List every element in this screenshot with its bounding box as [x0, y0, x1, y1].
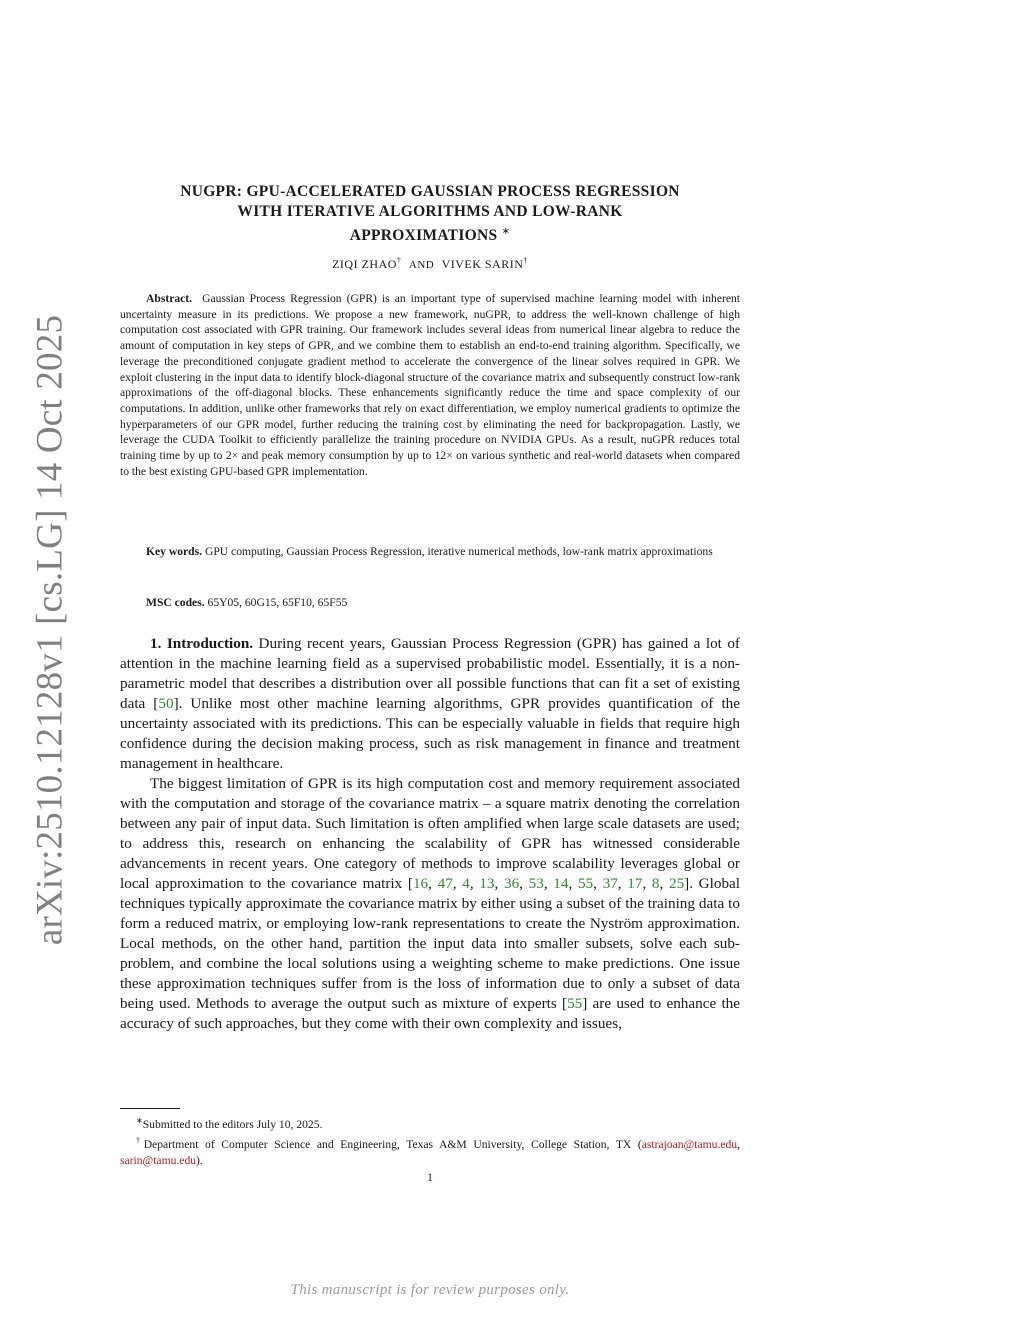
footnote-1	[120, 1113, 740, 1133]
keywords-text: GPU computing, Gaussian Process Regression, iterative numerical methods, low-rank matrix approximations	[204, 545, 713, 558]
abstract-text: Gaussian Process Regression (GPR) is an important type of supervised machine learning model with inherent uncertainty measure in its predictions. We propose a new framework, nuGPR, to address the well-known challenge of high computation cost associated with GPR training. Our framework includes several ideas from numerical linear algebra to reduce the amount of computation in key steps of GPR, and we combine them to establish an end-to-end training algorithm. Specifically, we leverage the preconditioned conjugate gradient method to accelerate the convergence of the linear solves required in GPR. We exploit clustering in the input data to identify block-diagonal structure of the covariance matrix and subsequently construct low-rank approximations of the off-diagonal blocks. These enhancements significantly reduce the time and space complexity of our computations. In addition, unlike other frameworks that rely on exact differentiation, we employ numerical gradients to optimize the hyperparameters of our GPR model, further reducing the training cost by eliminating the need for backpropagation. Lastly, we leverage the CUDA Toolkit to efficiently parallelize the training procedure on NVIDIA GPUs. As a result, nuGPR reduces total training time by up to 2× and peak memory consumption by up to 12× on various synthetic and real-world datasets when compared to the best existing GPU-based GPR implementation.	[120, 292, 741, 478]
citation-separator: ,	[593, 875, 603, 892]
title-footnote-mark: ∗	[501, 226, 511, 237]
citation-link[interactable]: 55	[567, 995, 583, 1012]
footnote-rule	[120, 1108, 180, 1109]
citation-link[interactable]: 16	[412, 875, 429, 892]
footnote-2-mark: †	[136, 1135, 144, 1145]
citation-link[interactable]: 36	[503, 875, 520, 892]
paper-title	[120, 182, 740, 246]
title-line-3-text: APPROXIMATIONS	[349, 227, 498, 245]
abstract-label: Abstract.	[146, 292, 193, 305]
citation-link[interactable]: 47	[437, 875, 453, 892]
citation-separator: ,	[659, 875, 669, 892]
keywords-label: Key words.	[146, 545, 203, 558]
citation-link[interactable]: 50	[158, 695, 174, 712]
footnote-2	[120, 1133, 740, 1169]
citation-separator: ,	[642, 875, 652, 892]
email-link-1[interactable]: astrajoan@tamu.edu	[641, 1137, 738, 1151]
citation-separator: ,	[519, 875, 529, 892]
author-2-affiliation-mark: †	[523, 256, 528, 265]
review-watermark-note: This manuscript is for review purposes only.	[290, 1282, 570, 1298]
citation-separator: ,	[452, 875, 463, 892]
footnotes	[120, 1113, 740, 1169]
footnote-1-text: Submitted to the editors July 10, 2025.	[142, 1117, 323, 1131]
citation-link[interactable]: 8	[651, 875, 660, 892]
citation-list	[413, 875, 684, 892]
keywords-section	[120, 544, 740, 560]
citation-separator: ,	[494, 875, 504, 892]
footnote-2-text: Department of Computer Science and Engineering, Texas A&M University, College Station, TX (	[143, 1137, 642, 1151]
citation-link[interactable]: 4	[462, 875, 470, 892]
abstract-section	[120, 291, 740, 479]
section-heading: 1. Introduction.	[150, 635, 254, 652]
title-line-3	[120, 222, 740, 246]
intro-p1-text-b: ]. Unlike most other machine learning algorithms, GPR provides quantification of the uncertainty associated with its predictions. This can be especially valuable in fields that require high confidence during the decision making process, such as risk management in finance and treatment management in healthcare.	[120, 695, 741, 772]
page-number: 1	[427, 1170, 433, 1184]
title-line-2: WITH ITERATIVE ALGORITHMS AND LOW-RANK	[237, 203, 623, 220]
citation-link[interactable]: 17	[627, 875, 643, 892]
intro-paragraph-1	[120, 634, 740, 774]
citation-separator: ,	[617, 875, 628, 892]
intro-p2-text-c: ] are used to enhance the accuracy of such approaches, but they come with their own complexity and issues,	[120, 995, 740, 1032]
email-link-2[interactable]: sarin@tamu.edu	[120, 1153, 197, 1167]
title-line-1: NUGPR: GPU-ACCELERATED GAUSSIAN PROCESS REGRESSION	[180, 183, 680, 200]
intro-paragraph-2	[120, 774, 740, 1034]
intro-p1-text-a: During recent years, Gaussian Process Regression (GPR) has gained a lot of attention in the machine learning field as a supervised probabilistic model. Essentially, it is a non-parametric model that describes a distribution over all possible functions that can fit a set of existing data [	[120, 635, 740, 712]
introduction-section	[120, 634, 740, 1034]
citation-link[interactable]: 53	[528, 875, 544, 892]
footnote-1-mark: ∗	[136, 1116, 143, 1125]
author-1-affiliation-mark: †	[396, 256, 402, 265]
intro-p2-text-b: ]. Global techniques typically approximate the covariance matrix by either using a subset of the training data to form a reduced matrix, or employing low-rank representations to create the Nyström approximation. Local methods, on the other hand, partition the input data into smaller subsets, solve each sub-problem, and combine the local solutions using a weighting scheme to make predictions. One issue these approximation techniques suffer from is the loss of information due to only a subset of data being used. Methods to average the output such as mixture of experts [	[120, 875, 741, 1012]
intro-p2-text-a: The biggest limitation of GPR is its high computation cost and memory requirement associated with the computation and storage of the covariance matrix – a square matrix denoting the correlation between any pair of input data. Such limitation is often amplified when large scale datasets are used; to address this, research on enhancing the scalability of GPR has witnessed considerable advancements in recent years. One category of methods to improve scalability leverages global or local approximation to the covariance matrix [	[120, 775, 740, 892]
citation-link[interactable]: 55	[577, 875, 594, 892]
citation-link[interactable]: 25	[668, 875, 685, 892]
citation-separator: ,	[568, 875, 578, 892]
footnote-2-close: ).	[196, 1153, 203, 1167]
author-conjunction: AND	[408, 259, 435, 271]
citation-link[interactable]: 37	[602, 875, 618, 892]
citation-separator: ,	[428, 875, 438, 892]
email-separator: ,	[737, 1137, 740, 1151]
msc-label: MSC codes.	[146, 596, 205, 609]
msc-text: 65Y05, 60G15, 65F10, 65F55	[207, 596, 348, 609]
citation-link[interactable]: 13	[479, 875, 495, 892]
citation-separator: ,	[469, 875, 480, 892]
citation-link[interactable]: 14	[553, 875, 569, 892]
author-1: ZIQI ZHAO	[332, 257, 397, 271]
author-list	[120, 256, 740, 272]
author-2: VIVEK SARIN	[441, 257, 524, 271]
msc-codes-section	[120, 595, 740, 611]
arxiv-identifier-text: arXiv:2510.12128v1 [cs.LG] 14 Oct 2025	[29, 314, 71, 946]
citation-separator: ,	[543, 875, 554, 892]
